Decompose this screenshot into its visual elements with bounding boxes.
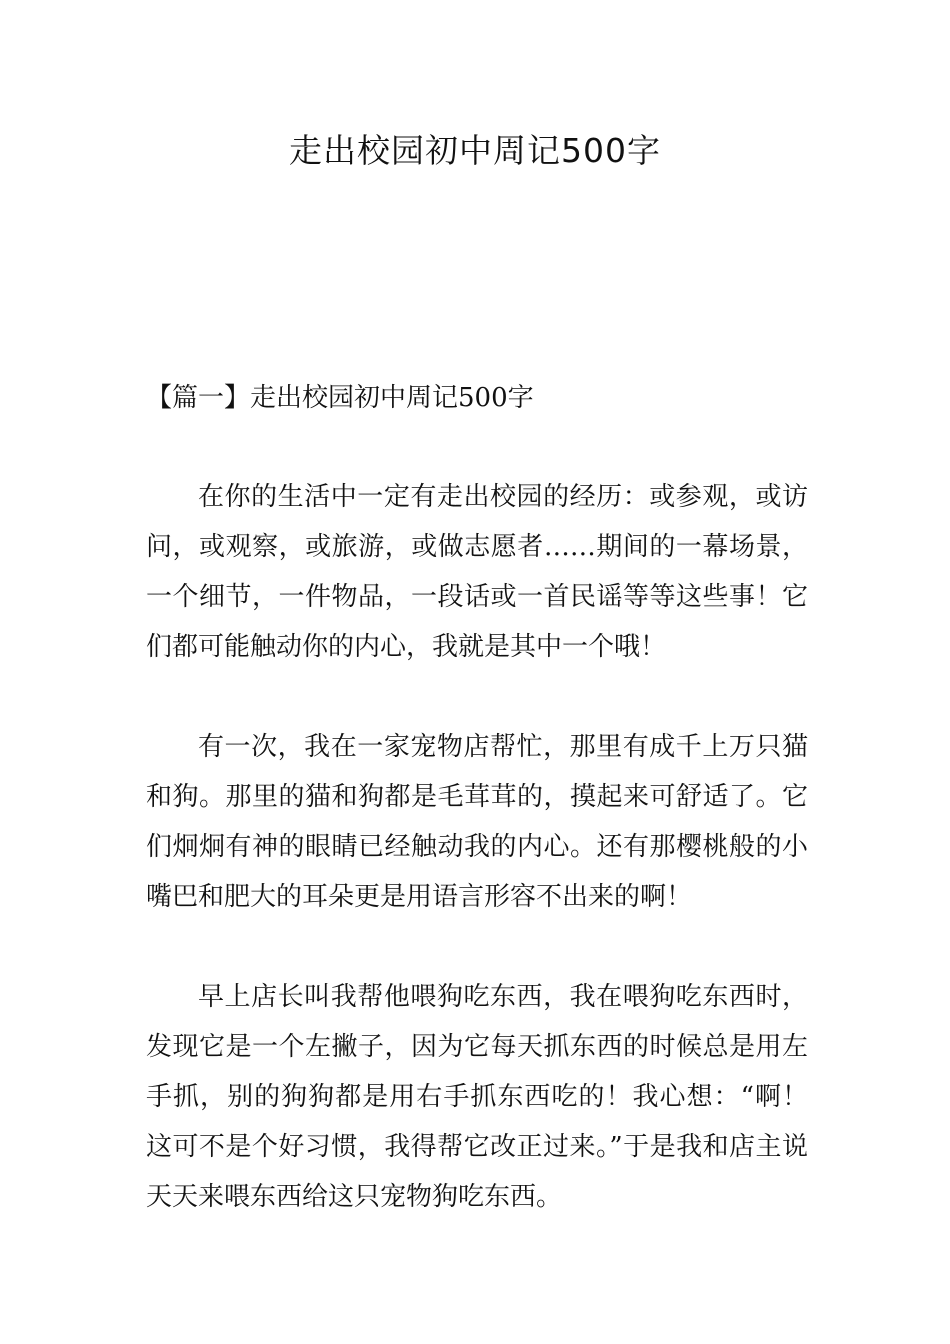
section-heading: 【篇一】走出校园初中周记500字	[146, 383, 534, 413]
paragraph-3: 早上店长叫我帮他喂狗吃东西，我在喂狗吃东西时，发现它是一个左撇子，因为它每天抓东西的时候总是用左手抓，别的狗狗都是用右手抓东西吃的！我心想：“啊！这可不是个好习惯，我得帮它改正过来。”于是我和店主说天天来喂东西给这只宠物狗吃东西。	[146, 982, 808, 1212]
paragraph-1: 在你的生活中一定有走出校园的经历：或参观，或访问，或观察，或旅游，或做志愿者……期间的一幕场景，一个细节，一件物品，一段话或一首民谣等等这些事！它们都可能触动你的内心，我就是其中一个哦！	[146, 482, 808, 662]
paragraph-2: 有一次，我在一家宠物店帮忙，那里有成千上万只猫和狗。那里的猫和狗都是毛茸茸的，摸起来可舒适了。它们炯炯有神的眼睛已经触动我的内心。还有那樱桃般的小嘴巴和肥大的耳朵更是用语言形容不出来的啊！	[146, 732, 808, 912]
document-title: 走出校园初中周记500字	[289, 131, 661, 170]
